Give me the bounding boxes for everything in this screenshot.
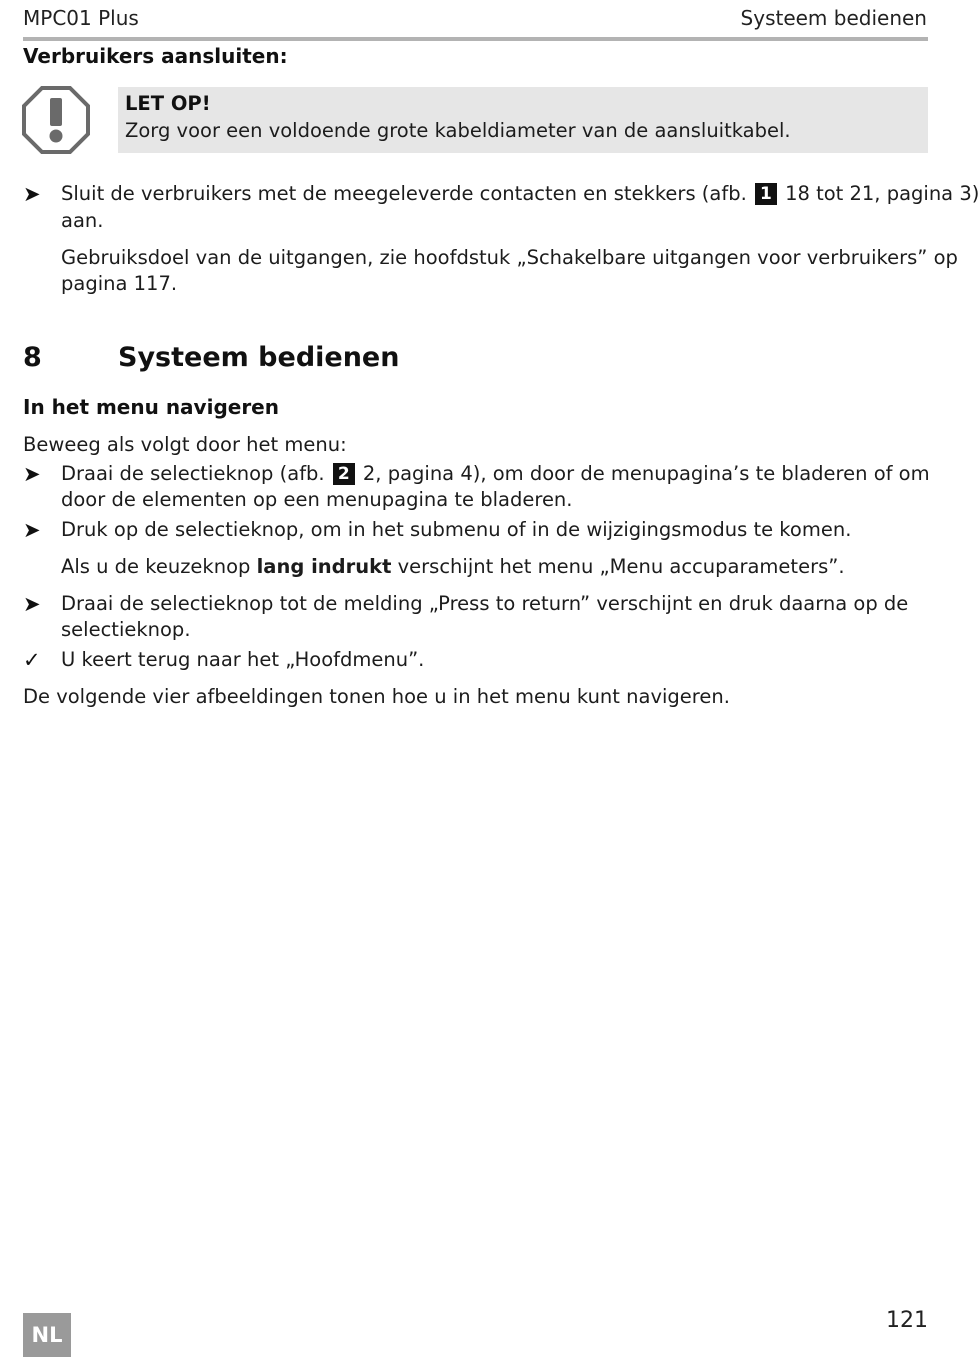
notice-title: LET OP! [125,92,211,115]
figure-badge-1: 1 [755,183,777,205]
section-subheading: In het menu navigeren [23,395,279,419]
purpose-line2: pagina 117. [61,272,178,295]
connect-step-text-b: 18 tot 21, pagina 3) [785,182,979,205]
figure-badge-2: 2 [333,463,355,485]
step3-line1: Draai de selectieknop tot de melding „Press to return” verschijnt en druk daarna op de [61,592,909,615]
section-title: Systeem bedienen [118,342,400,373]
step3-bullet: ➤ [23,592,41,616]
step3-line2: selectieknop. [61,618,191,641]
result-text: U keert terug naar het „Hoofdmenu”. [61,648,425,671]
connect-step-text-a: Sluit de verbruikers met de meegeleverde contacten en stekkers (afb. [61,182,747,205]
connect-step-line1 [61,181,979,207]
connect-step-line2: aan. [61,209,104,232]
notice-box [118,87,928,153]
page-number: 121 [886,1308,928,1333]
longpress-text-b: verschijnt het menu „Menu accuparameters”. [397,555,845,578]
notice-text: Zorg voor een voldoende grote kabeldiameter van de aansluitkabel. [125,119,791,142]
longpress-text-a: Als u de keuzeknop [61,555,251,578]
warning-exclamation-icon [22,86,90,154]
step1-text-a: Draai de selectieknop (afb. [61,462,325,485]
longpress-bold: lang indrukt [256,555,392,578]
step1-line1 [61,461,929,487]
section-number: 8 [23,342,42,373]
step2-text: Druk op de selectieknop, om in het submenu of in de wijzigingsmodus te komen. [61,518,852,541]
consumers-heading: Verbruikers aansluiten: [23,44,288,68]
intro-text: Beweeg als volgt door het menu: [23,433,347,456]
header-rule [23,37,928,41]
purpose-line1: Gebruiksdoel van de uitgangen, zie hoofdstuk „Schakelbare uitgangen voor verbruikers” op [61,246,958,269]
step2-bullet: ➤ [23,518,41,542]
step-bullet: ➤ [23,182,41,206]
step1-line2: door de elementen op een menupagina te bladeren. [61,488,573,511]
step1-bullet: ➤ [23,462,41,486]
longpress-note [61,554,929,580]
result-check-icon: ✓ [23,648,41,672]
language-badge: NL [23,1313,71,1357]
header-chapter: Systeem bedienen [740,6,927,30]
header-product: MPC01 Plus [23,6,139,30]
step1-text-b: 2, pagina 4), om door de menupagina’s te bladeren of om [362,462,930,485]
closing-text: De volgende vier afbeeldingen tonen hoe u in het menu kunt navigeren. [23,685,730,708]
